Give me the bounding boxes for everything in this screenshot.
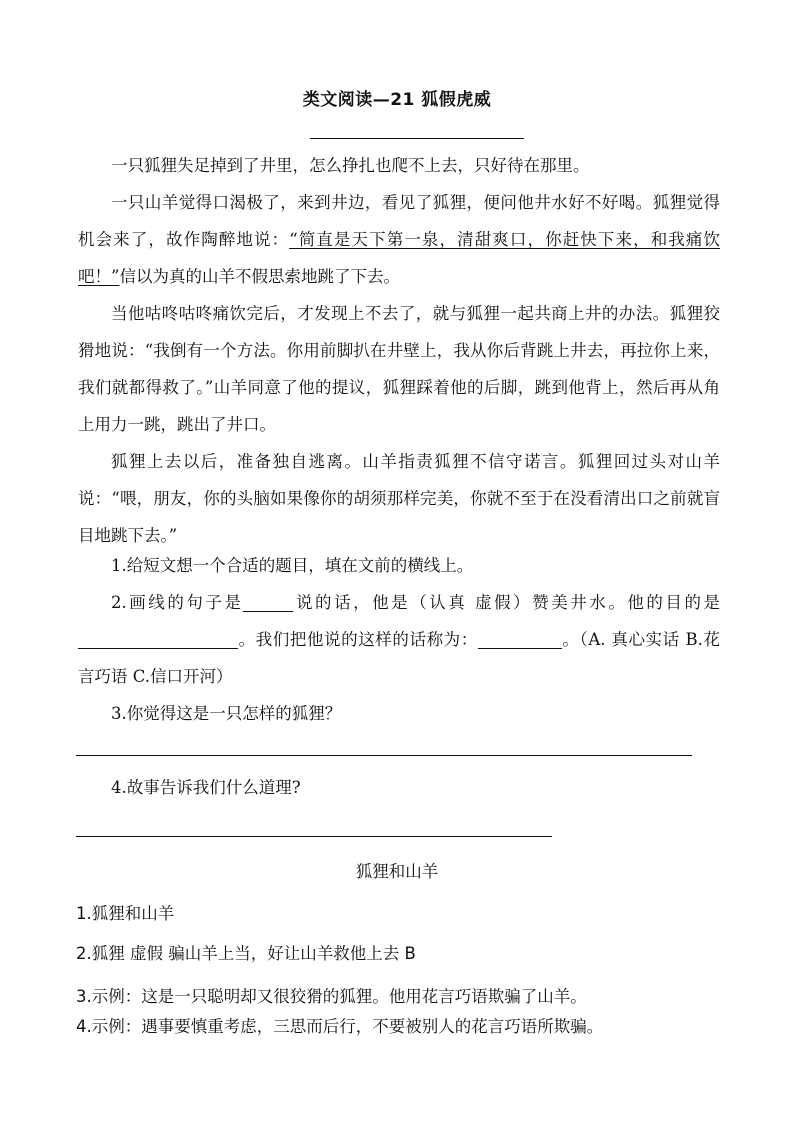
answer-1: 1.狐狸和山羊 <box>76 904 175 923</box>
question-1: 1.给短文想一个合适的题目，填在文前的横线上。 <box>111 556 474 575</box>
paragraph-2-text-a: 一只山羊觉得口渴极了，来到井边，看见了狐狸，便问他井水好不好喝。狐狸觉得机会来了，故作陶醉地说： <box>78 193 720 249</box>
blank-purpose[interactable] <box>78 632 238 650</box>
answer-4: 4.示例：遇事要慎重考虑，三思而后行，不要被别人的花言巧语所欺骗。 <box>76 1017 604 1036</box>
answer-3: 3.示例：这是一只聪明却又很狡猾的狐狸。他用花言巧语欺骗了山羊。 <box>76 987 587 1006</box>
question-2-text-c: 。我们把他说的这样的话称为： <box>238 630 478 649</box>
title-answer-line <box>310 138 524 139</box>
question-2 <box>78 584 720 695</box>
underlined-sentence: “简直是天下第一泉，清甜爽口，你赶快下来，和我痛饮吧！” <box>78 230 720 286</box>
question-2-text-b: 说的话，他是（认真 虚假）赞美井水。他的目的是 <box>293 593 720 612</box>
passage-paragraph-3: 当他咕咚咕咚痛饮完后，才发现上不去了，就与狐狸一起共商上井的办法。狐狸狡猾地说：“我倒有一个方法。你用前脚扒在井壁上，我从你后背跳上井去，再拉你上来，我们就都得救了。”山羊同意了他的提议，狐狸踩着他的后脚，跳到他背上，然后再从角上用力一跳，跳出了井口。 <box>78 304 720 434</box>
blank-speaker[interactable] <box>243 595 293 613</box>
passage-paragraph-1: 一只狐狸失足掉到了井里，怎么挣扎也爬不上去，只好待在那里。 <box>111 156 590 175</box>
question-2-text-a: 2.画线的句子是 <box>111 593 244 612</box>
paragraph-2-text-b: 信以为真的山羊不假思索地跳了下去。 <box>119 267 400 286</box>
answer-line-q4[interactable] <box>76 836 552 837</box>
question-2-text-d: 。（A. 真心实话 B.花言巧语 C.信口开河） <box>78 630 721 686</box>
answer-section-title: 狐狸和山羊 <box>355 862 439 881</box>
passage-paragraph-2 <box>78 184 720 295</box>
passage-paragraph-4: 狐狸上去以后，准备独自逃离。山羊指责狐狸不信守诺言。狐狸回过头对山羊说：“喂，朋友，你的头脑如果像你的胡须那样完美，你就不至于在没看清出口之前就盲目地跳下去。” <box>78 452 720 545</box>
blank-term[interactable] <box>478 632 562 650</box>
question-3: 3.你觉得这是一只怎样的狐狸？ <box>111 704 342 723</box>
answer-line-q3[interactable] <box>76 755 692 756</box>
answer-2: 2.狐狸 虚假 骗山羊上当，好让山羊救他上去 B <box>76 944 416 963</box>
page-title: 类文阅读—21 狐假虎威 <box>302 90 492 110</box>
question-4: 4.故事告诉我们什么道理? <box>111 778 301 797</box>
